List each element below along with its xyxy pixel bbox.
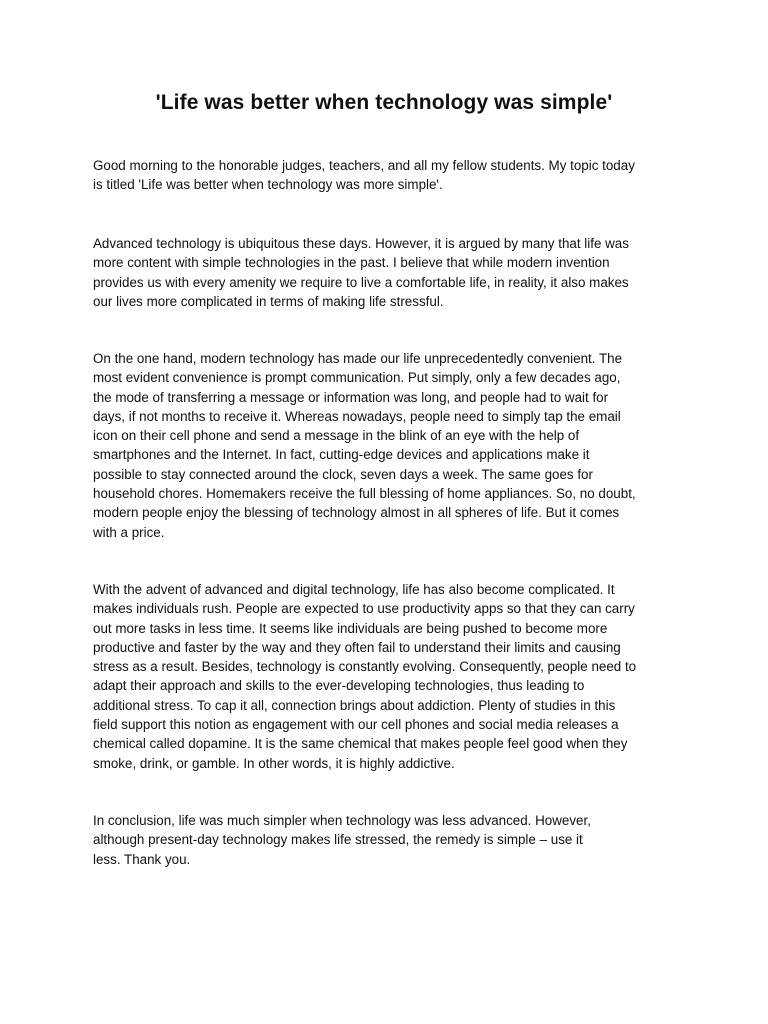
text-line: field support this notion as engagement with our cell phones and social media releases a (93, 717, 619, 733)
text-line: our lives more complicated in terms of making life stressful. (93, 293, 444, 309)
text-line: With the advent of advanced and digital technology, life has also become complicated. It (93, 582, 615, 597)
paragraph-thesis (93, 234, 683, 311)
paragraph-introduction (93, 156, 683, 195)
document-title: 'Life was better when technology was simple' (155, 91, 613, 114)
text-line: adapt their approach and skills to the ever-developing technologies, thus leading to (93, 678, 585, 694)
text-line: household chores. Homemakers receive the full blessing of home appliances. So, no doubt, (93, 486, 636, 502)
text-line: is titled 'Life was better when technology was more simple'. (93, 177, 443, 193)
text-line: possible to stay connected around the clock, seven days a week. The same goes for (93, 466, 593, 482)
text-line: more content with simple technologies in the past. I believe that while modern invention (93, 255, 610, 271)
text-line: most evident convenience is prompt communication. Put simply, only a few decades ago, (93, 370, 621, 386)
text-line: Advanced technology is ubiquitous these days. However, it is argued by many that life was (93, 236, 629, 251)
text-line: less. Thank you. (93, 851, 191, 867)
paragraph-conclusion (93, 811, 683, 869)
text-line: days, if not months to receive it. Whereas nowadays, people need to simply tap the email (93, 408, 621, 424)
text-line: stress as a result. Besides, technology is constantly evolving. Consequently, people need to (93, 659, 637, 675)
text-line: modern people enjoy the blessing of technology almost in all spheres of life. But it comes (93, 505, 620, 521)
text-line: smartphones and the Internet. In fact, cutting-edge devices and applications make it (93, 447, 590, 463)
text-line: Good morning to the honorable judges, teachers, and all my fellow students. My topic today (93, 158, 635, 173)
paragraph-convenience (93, 349, 683, 542)
text-line: chemical called dopamine. It is the same chemical that makes people feel good when they (93, 736, 628, 752)
text-line: On the one hand, modern technology has made our life unprecedentedly convenient. The (93, 351, 623, 366)
text-line: with a price. (93, 524, 165, 540)
paragraph-complication (93, 580, 683, 773)
text-line: provides us with every amenity we require to live a comfortable life, in reality, it also makes (93, 274, 629, 290)
text-line: additional stress. To cap it all, connection brings about addiction. Plenty of studies in this (93, 697, 616, 713)
text-line: although present-day technology makes life stressed, the remedy is simple – use it (93, 832, 583, 848)
text-line: the mode of transferring a message or information was long, and people had to wait for (93, 389, 609, 405)
text-line: makes individuals rush. People are expected to use productivity apps so that they can carry (93, 601, 635, 617)
text-line: smoke, drink, or gamble. In other words, it is highly addictive. (93, 755, 455, 771)
text-line: productive and faster by the way and they often fail to understand their limits and causing (93, 639, 621, 655)
text-line: out more tasks in less time. It seems like individuals are being pushed to become more (93, 620, 608, 636)
text-line: icon on their cell phone and send a message in the blink of an eye with the help of (93, 428, 580, 444)
text-line: In conclusion, life was much simpler when technology was less advanced. However, (93, 813, 591, 828)
